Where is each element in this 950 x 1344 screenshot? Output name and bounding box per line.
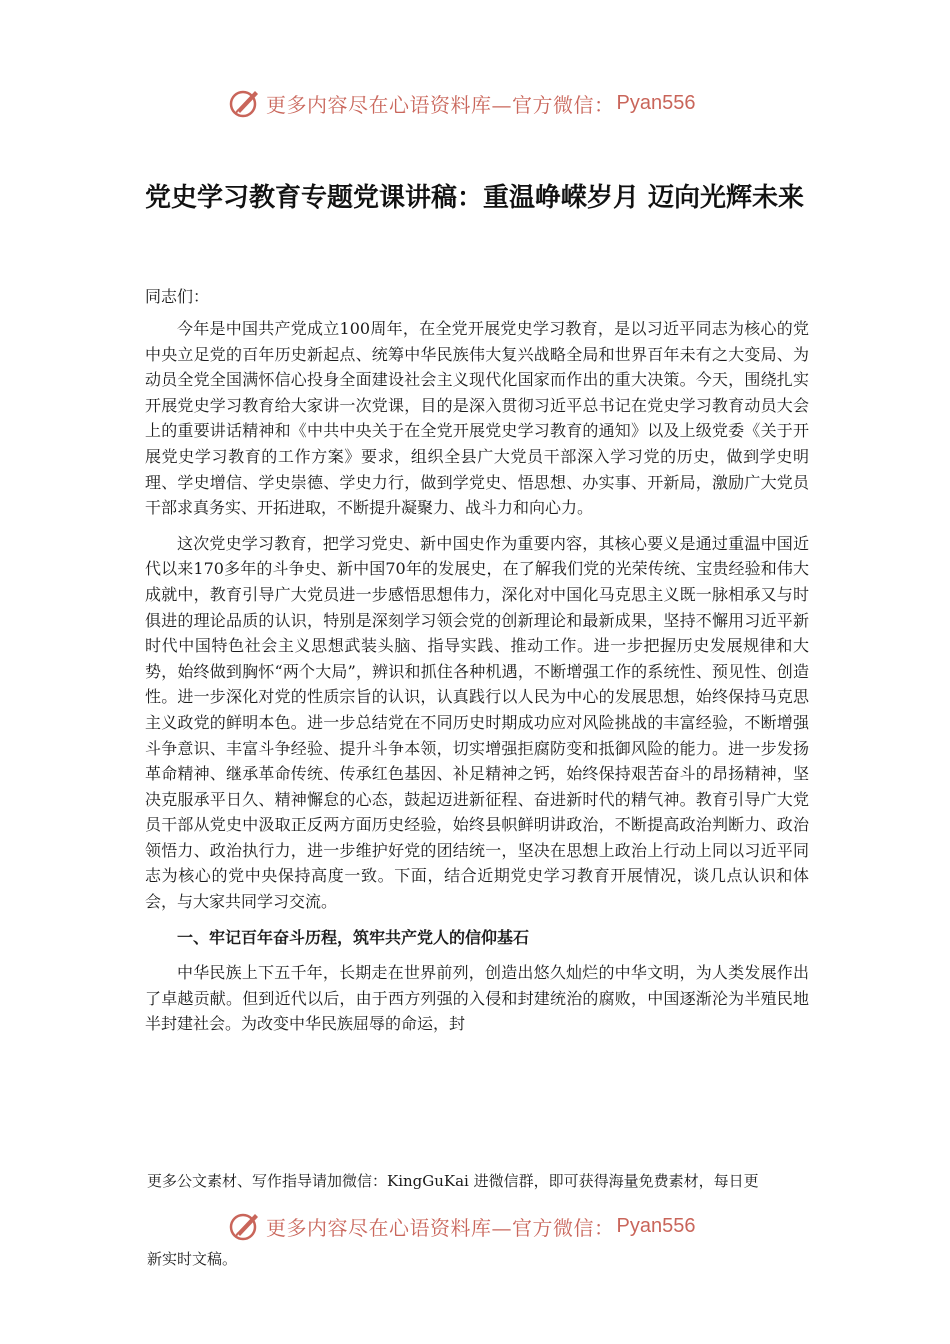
salutation: 同志们： bbox=[145, 287, 210, 306]
document-body bbox=[145, 316, 809, 1047]
watermark-id: Pyan556 bbox=[616, 91, 696, 114]
paragraph: 这次党史学习教育，把学习党史、新中国史作为重要内容，其核心要义是通过重温中国近代以来170多年的斗争史、新中国70年的发展史，在了解我们党的光荣传统、宝贵经验和伟大成就中，教育引导广大党员进一步感悟思想伟力，深化对中国化马克思主义既一脉相承又与时俱进的理论品质的认识，特别是深刻学习领会党的创新理论和最新成果，坚持不懈用习近平新时代中国特色社会主义思想武装头脑、指导实践、推动工作。进一步把握历史发展规律和大势，始终做到胸怀“两个大局”，辨识和抓住各种机遇，不断增强工作的系统性、预见性、创造性。进一步深化对党的性质宗旨的认识，认真践行以人民为中心的发展思想，始终保持马克思主义政党的鲜明本色。进一步总结党在不同历史时期成功应对风险挑战的丰富经验，不断增强斗争意识、丰富斗争经验、提升斗争本领，切实增强拒腐防变和抵御风险的能力。进一步发扬革命精神、继承革命传统、传承红色基因、补足精神之钙，始终保持艰苦奋斗的昂扬精神，坚决克服承平日久、精神懈怠的心态，鼓起迈进新征程、奋进新时代的精气神。教育引导广大党员干部从党史中汲取正反两方面历史经验，始终县帜鲜明讲政治，不断提高政治判断力、政治领悟力、政治执行力，进一步维护好党的团结统一，坚决在思想上政治上行动上同以习近平同志为核心的党中央保持高度一致。下面，结合近期党史学习教育开展情况，谈几点认识和体会，与大家共同学习交流。 bbox=[145, 533, 809, 912]
paragraph: 今年是中国共产党成立100周年，在全党开展党史学习教育，是以习近平同志为核心的党中央立足党的百年历史新起点、统筹中华民族伟大复兴战略全局和世界百年未有之大变局、为动员全党全国满怀信心投身全面建设社会主义现代化国家而作出的重大决策。今天，围绕扎实开展党史学习教育给大家讲一次党课，目的是深入贯彻习近平总书记在党史学习教育动员大会上的重要讲话精神和《中共中央关于在全党开展党史学习教育的通知》以及上级党委《关于开展党史学习教育的工作方案》要求，组织全县广大党员干部深入学习党的历史，做到学史明理、学史增信、学史崇德、学史力行，做到学党史、悟思想、办实事、开新局，激励广大党员干部求真务实、开拓进取，不断提升凝聚力、战斗力和向心力。 bbox=[145, 319, 809, 518]
footer-note: 更多公文素材、写作指导请加微信：KingGuKai 进微信群，即可获得海量免费素材，每日更 bbox=[147, 1172, 759, 1190]
footer-note-continuation: 新实时文稿。 bbox=[147, 1250, 238, 1268]
section-heading: 一、牢记百年奋斗历程，筑牢共产党人的信仰基石 bbox=[177, 927, 530, 947]
watermark-text: 更多内容尽在心语资料库—官方微信： bbox=[266, 92, 615, 117]
footer-watermark bbox=[228, 1209, 695, 1243]
watermark-text: 更多内容尽在心语资料库—官方微信： bbox=[266, 1215, 615, 1240]
quill-logo-icon bbox=[228, 1209, 262, 1243]
paragraph: 中华民族上下五千年，长期走在世界前列，创造出悠久灿烂的中华文明，为人类发展作出了卓越贡献。但到近代以后，由于西方列强的入侵和封建统治的腐败，中国逐渐沦为半殖民地半封建社会。为改变中华民族屈辱的命运，封 bbox=[145, 963, 809, 1034]
document-title: 党史学习教育专题党课讲稿：重温峥嵘岁月 迈向光辉未来 bbox=[145, 183, 805, 213]
watermark-id: Pyan556 bbox=[616, 1214, 696, 1237]
